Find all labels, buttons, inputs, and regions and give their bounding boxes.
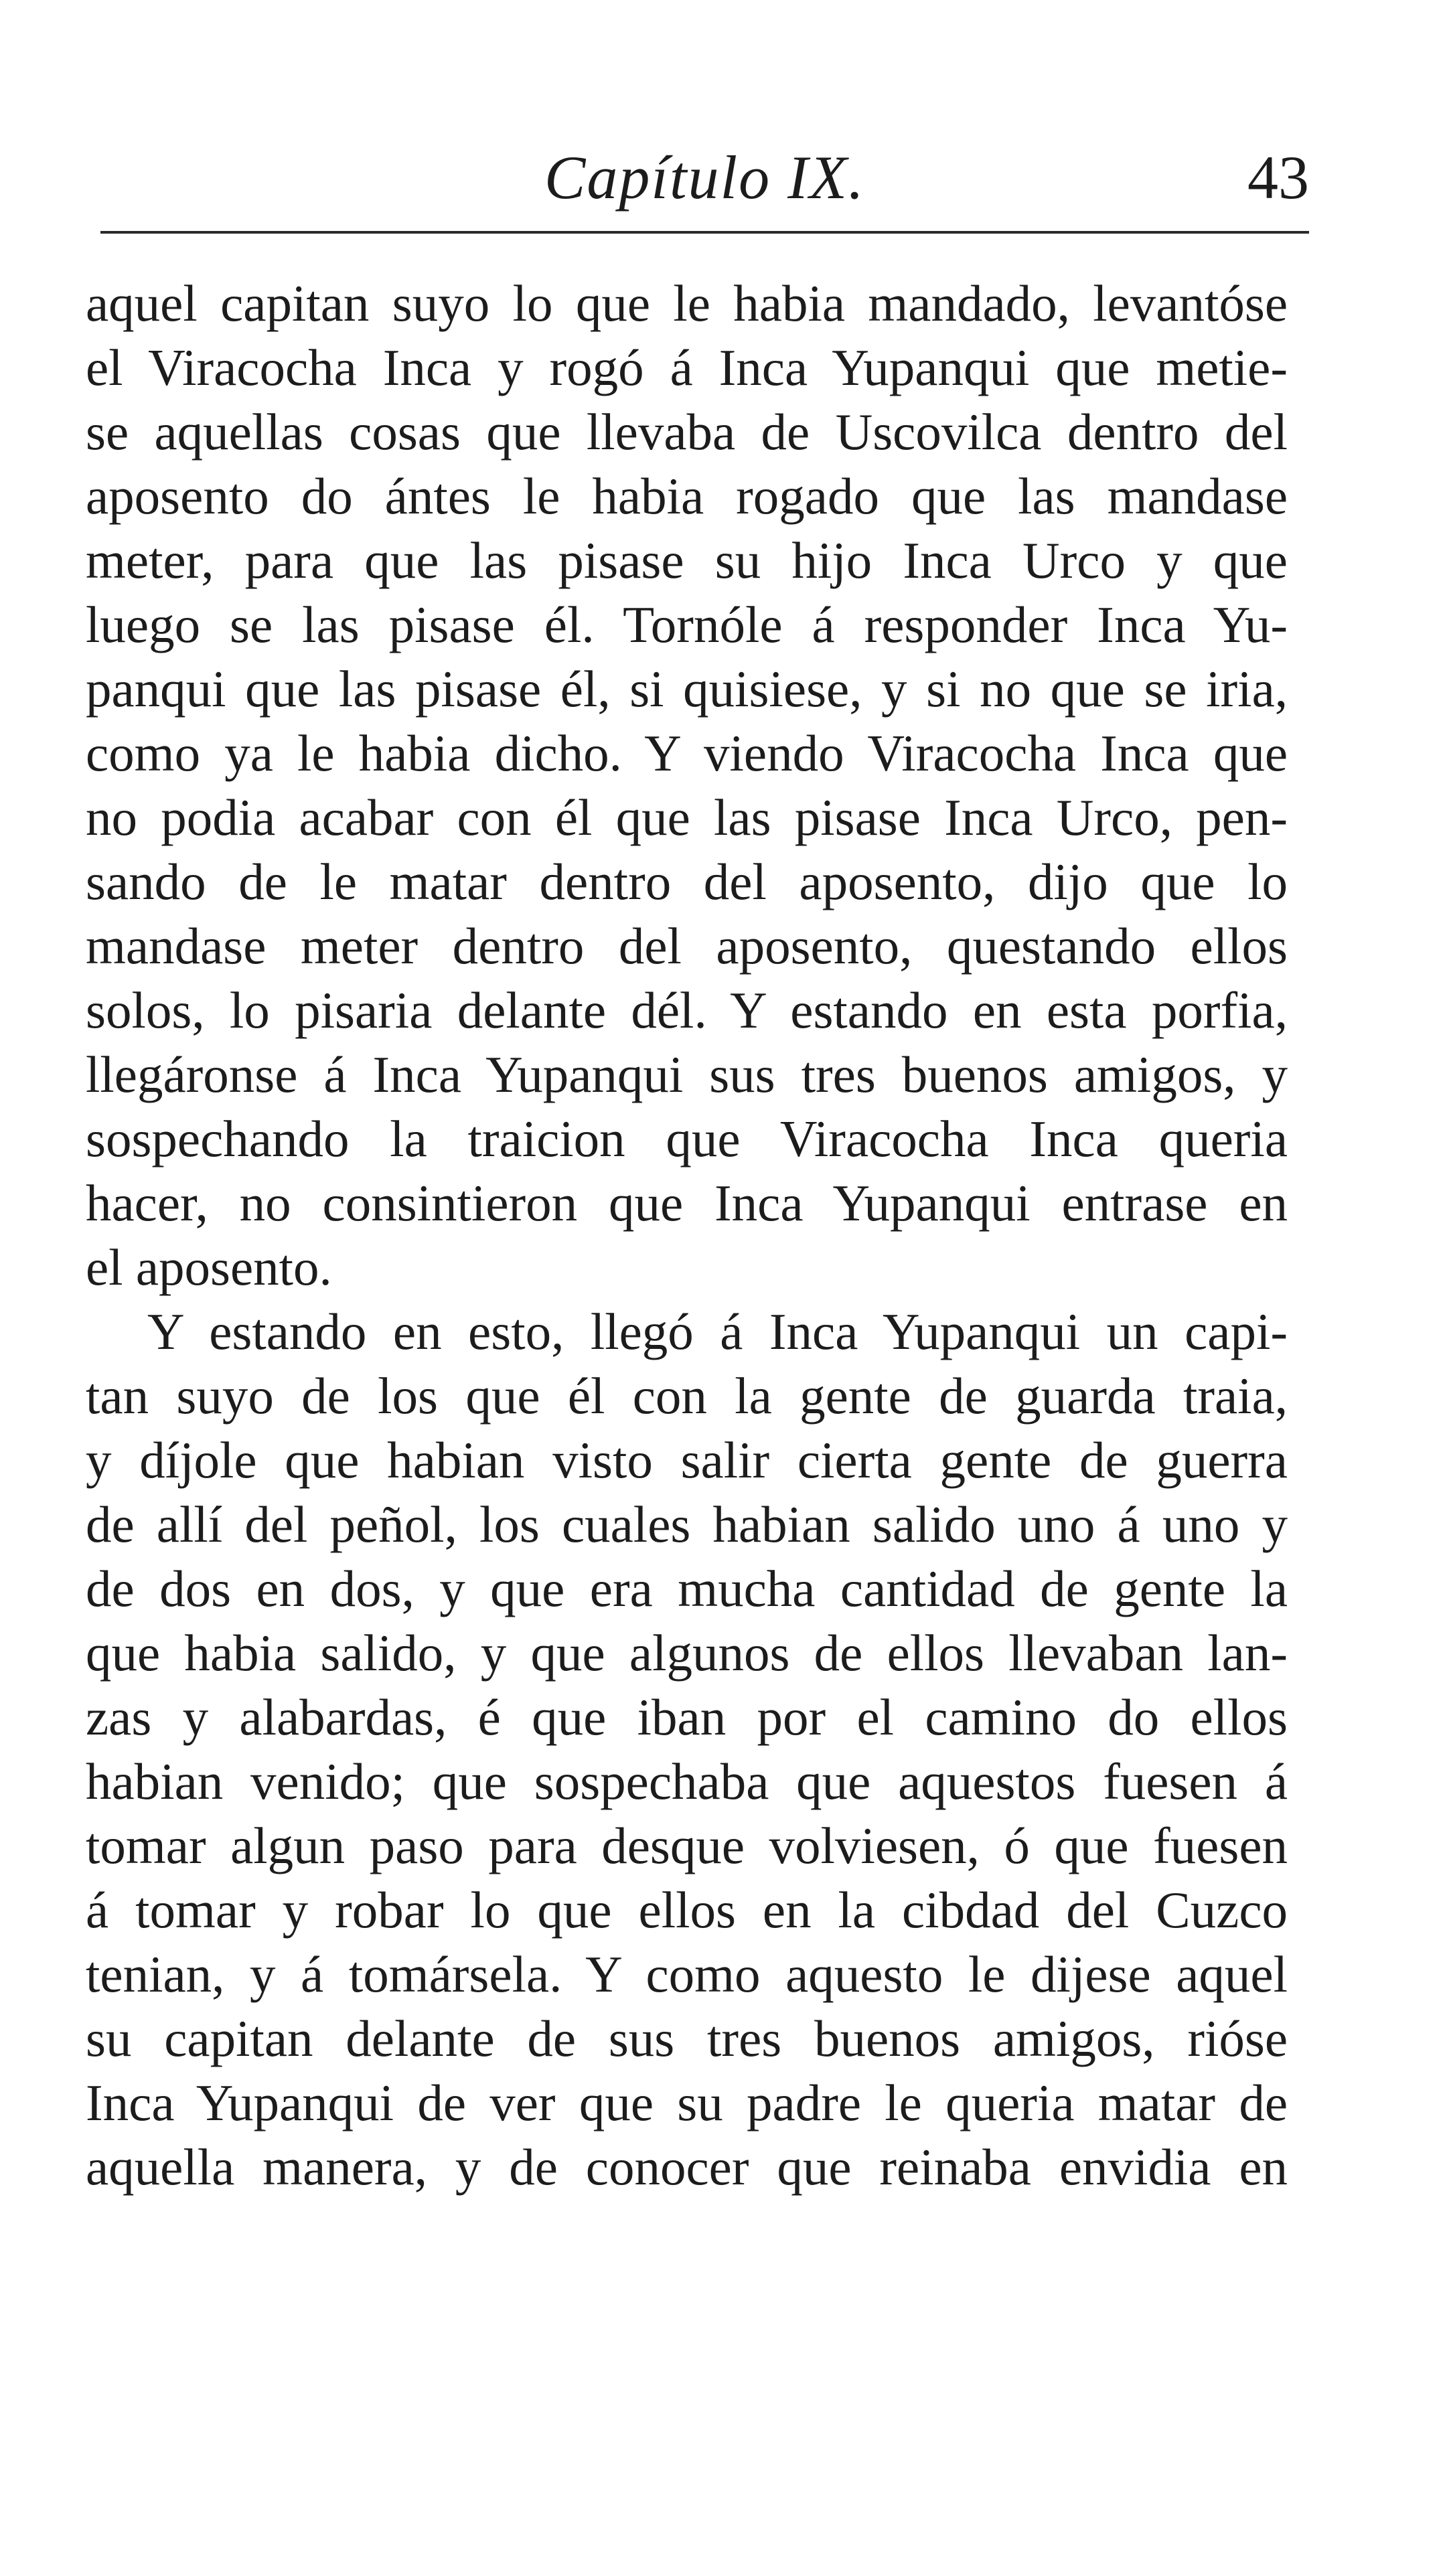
text-line: llegáronse á Inca Yupanqui sus tres buenos amigos, y xyxy=(86,1046,1288,1103)
text-line: aposento do ántes le habia rogado que las mandase xyxy=(86,467,1288,525)
text-line: á tomar y robar lo que ellos en la cibdad del Cuzco xyxy=(86,1881,1288,1939)
running-head xyxy=(100,137,1309,218)
header-rule xyxy=(100,231,1309,234)
text-line: y díjole que habian visto salir cierta gente de guerra xyxy=(86,1431,1288,1489)
text-line: se aquellas cosas que llevaba de Uscovilca dentro del xyxy=(86,403,1288,461)
running-title: Capítulo IX. xyxy=(544,143,865,212)
text-line: habian venido; que sospechaba que aquestos fuesen á xyxy=(86,1753,1288,1810)
text-line: tenian, y á tomársela. Y como aquesto le dijese aquel xyxy=(86,1945,1288,2003)
text-line: solos, lo pisaria delante dél. Y estando en esta porfia, xyxy=(86,981,1288,1039)
text-line: como ya le habia dicho. Y viendo Viracocha Inca que xyxy=(86,724,1288,782)
text-line: Inca Yupanqui de ver que su padre le queria matar de xyxy=(86,2074,1288,2131)
text-line: de allí del peñol, los cuales habian salido uno á uno y xyxy=(86,1496,1288,1553)
text-line: meter, para que las pisase su hijo Inca Urco y que xyxy=(86,532,1288,589)
text-line: el aposento. xyxy=(86,1238,332,1296)
body-text xyxy=(86,271,1288,2199)
text-line: su capitan delante de sus tres buenos amigos, rióse xyxy=(86,2010,1288,2067)
paragraph-2 xyxy=(86,1299,1288,2199)
text-line: sando de le matar dentro del aposento, dijo que lo xyxy=(86,853,1288,910)
text-line: sospechando la traicion que Viracocha Inca queria xyxy=(86,1110,1288,1168)
text-line: aquel capitan suyo lo que le habia mandado, levantóse xyxy=(86,274,1288,332)
text-line: zas y alabardas, é que iban por el camino do ellos xyxy=(86,1688,1288,1746)
text-line: tan suyo de los que él con la gente de guarda traia, xyxy=(86,1367,1288,1425)
text-line: hacer, no consintieron que Inca Yupanqui entrase en xyxy=(86,1174,1288,1232)
text-line: que habia salido, y que algunos de ellos llevaban lan- xyxy=(86,1624,1288,1682)
text-line: mandase meter dentro del aposento, questando ellos xyxy=(86,917,1288,975)
text-line: Y estando en esto, llegó á Inca Yupanqui un capi- xyxy=(147,1303,1288,1360)
text-line: de dos en dos, y que era mucha cantidad de gente la xyxy=(86,1560,1288,1617)
text-line: tomar algun paso para desque volviesen, ó que fuesen xyxy=(86,1817,1288,1874)
text-line: no podia acabar con él que las pisase Inca Urco, pen- xyxy=(86,789,1288,846)
text-line: panqui que las pisase él, si quisiese, y si no que se iria, xyxy=(86,660,1288,718)
text-line: aquella manera, y de conocer que reinaba envidia en xyxy=(86,2138,1288,2196)
page-number: 43 xyxy=(1247,143,1309,212)
text-line: luego se las pisase él. Tornóle á responder Inca Yu- xyxy=(86,596,1288,653)
paragraph-1 xyxy=(86,271,1288,1299)
text-line: el Viracocha Inca y rogó á Inca Yupanqui que metie- xyxy=(86,339,1288,396)
